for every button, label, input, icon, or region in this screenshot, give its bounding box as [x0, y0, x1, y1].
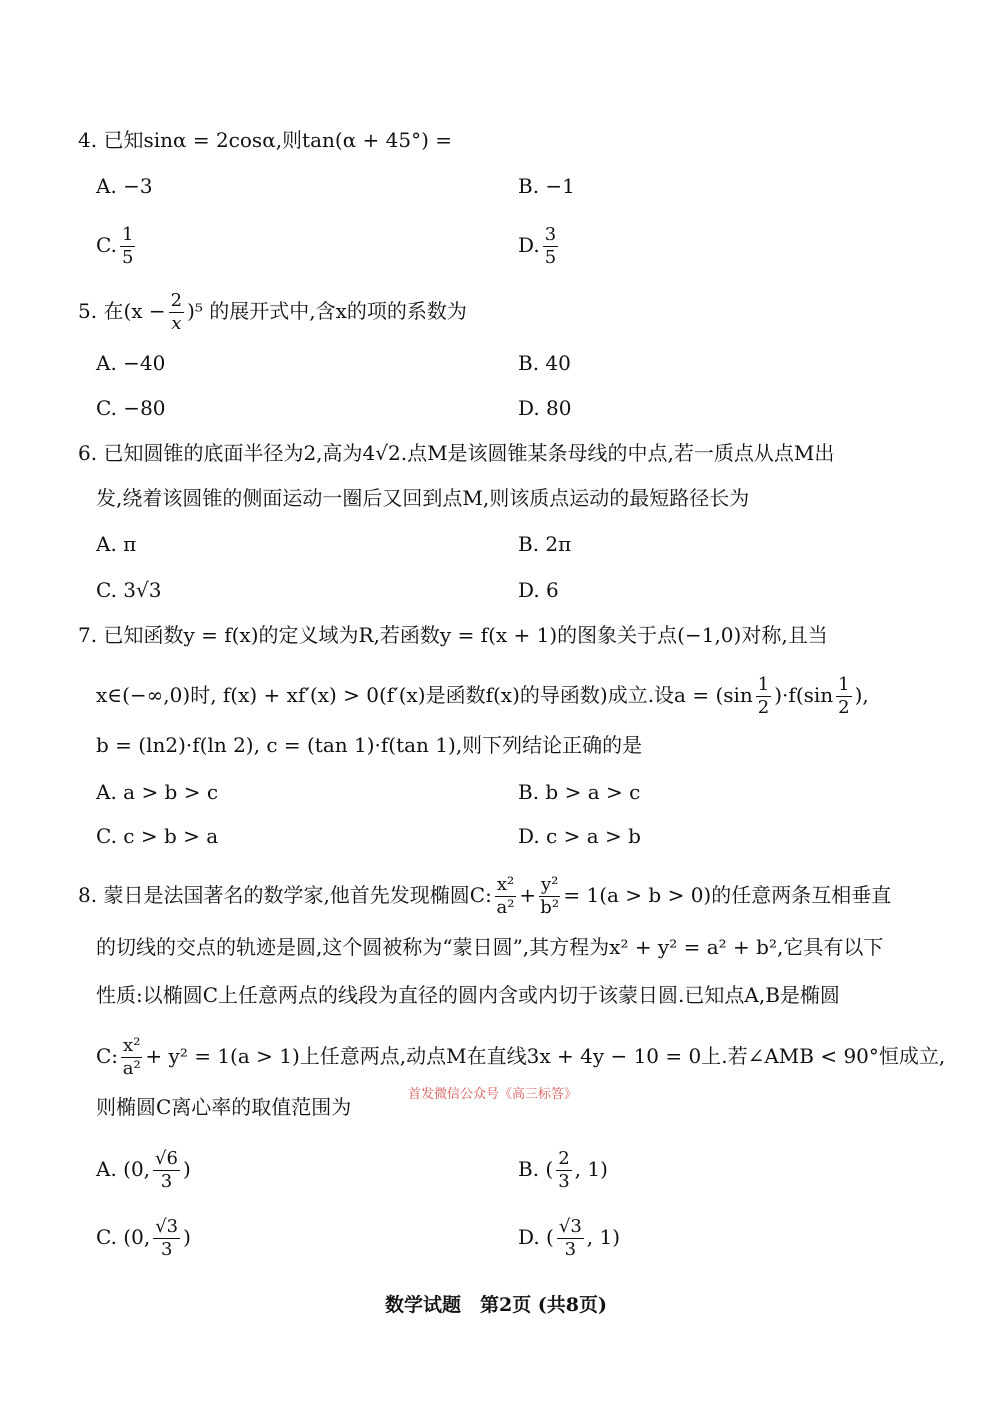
q4-option-d-denominator: 5 [544, 247, 557, 268]
q6-option-b: B. 2π [518, 532, 572, 556]
q8-line4-suffix: + y² = 1(a > 1)上任意两点,动点M在直线3x + 4y − 10 = 0上.若∠AMB < 90°恒成立, [145, 1044, 946, 1068]
watermark-text: 首发微信公众号《高三标答》 [408, 1087, 578, 1102]
q8-option-a-fraction [153, 1150, 180, 1191]
q5-option-d: D. 80 [518, 396, 572, 420]
q4-option-d-numerator: 3 [544, 224, 557, 245]
q4-option-c [96, 226, 138, 267]
q5-fraction-numerator: 2 [170, 290, 183, 311]
q6-option-a: A. π [96, 532, 137, 556]
q7-line2-mid: )·f(sin [774, 683, 834, 707]
q8-fraction2-numerator: y² [540, 874, 559, 895]
q8-option-a [96, 1150, 191, 1191]
q8-option-a-label: A. (0, [96, 1157, 151, 1181]
q6-option-c: C. 3√3 [96, 578, 162, 602]
q8-option-d-label: D. ( [518, 1225, 554, 1249]
q8-option-c-close: ) [183, 1225, 191, 1249]
q4-option-d [518, 226, 561, 267]
q8-stem-line4 [96, 1037, 945, 1078]
q8-line1-prefix: 8. 蒙日是法国著名的数学家,他首先发现椭圆C: [78, 883, 492, 907]
q6-stem-line1: 6. 已知圆锥的底面半径为2,高为4√2.点M是该圆锥某条母线的中点,若一质点从点M出 [78, 441, 835, 465]
q7-half-fraction-1 [756, 676, 771, 717]
q8-line4-prefix: C: [96, 1044, 119, 1068]
q8-plus-sign: + [519, 883, 536, 907]
q8-option-c-label: C. (0, [96, 1225, 151, 1249]
q8-fraction3-denominator: a² [122, 1058, 141, 1079]
q4-stem: 4. 已知sinα = 2cosα,则tan(α + 45°) = [78, 128, 453, 152]
q7-stem-line2 [96, 676, 869, 717]
q7-half-fraction-2 [836, 676, 851, 717]
q8-fraction2-denominator: b² [540, 897, 560, 918]
q8-option-a-numerator: √6 [155, 1148, 178, 1169]
q4-option-a: A. −3 [96, 174, 153, 198]
q7-half-numerator-2: 1 [838, 674, 850, 695]
q8-option-c-numerator: √3 [155, 1216, 179, 1237]
q5-option-b: B. 40 [518, 351, 571, 375]
q8-stem-line1 [78, 876, 891, 917]
q4-option-c-fraction [120, 226, 135, 267]
q5-stem-prefix: 5. 在(x − [78, 299, 166, 323]
q8-option-b-denominator: 3 [558, 1171, 570, 1192]
q8-option-b-close: , 1) [574, 1157, 608, 1181]
q7-option-d: D. c > a > b [518, 824, 641, 848]
q8-stem-line2: 的切线的交点的轨迹是圆,这个圆被称为“蒙日圆”,其方程为x² + y² = a² + b²,它具有以下 [96, 935, 884, 959]
q8-option-d-denominator: 3 [564, 1239, 577, 1260]
q8-option-b-numerator: 2 [558, 1148, 570, 1169]
q8-option-b [518, 1150, 608, 1191]
q8-option-b-label: B. ( [518, 1157, 554, 1181]
q7-half-denominator-2: 2 [838, 697, 850, 718]
q7-line2-prefix: x∈(−∞,0)时, f(x) + xf′(x) > 0(f′(x)是函数f(x)的导函数)成立.设a = (sin [96, 683, 753, 707]
q8-line1-suffix: = 1(a > b > 0)的任意两条互相垂直 [563, 883, 892, 907]
q8-option-c-fraction [153, 1218, 180, 1259]
q8-fraction-y2-b2 [539, 876, 560, 917]
q6-option-d: D. 6 [518, 578, 559, 602]
q8-fraction1-numerator: x² [496, 874, 515, 895]
q5-stem-fraction [169, 292, 184, 333]
q7-half-numerator-1: 1 [757, 674, 770, 695]
q7-half-denominator-1: 2 [757, 697, 770, 718]
q7-line2-suffix: ), [854, 683, 869, 707]
q5-fraction-denominator: x [171, 313, 182, 334]
q8-fraction1-denominator: a² [496, 897, 515, 918]
page-footer: 数学试题 第2页 (共8页) [384, 1294, 608, 1316]
q8-option-a-close: ) [182, 1157, 191, 1181]
q4-option-c-denominator: 5 [121, 247, 134, 268]
q8-option-b-fraction [556, 1150, 571, 1191]
q8-fraction3-numerator: x² [123, 1035, 141, 1056]
q8-option-d [518, 1218, 620, 1259]
q5-stem-suffix: )⁵ 的展开式中,含x的项的系数为 [187, 299, 467, 323]
q6-stem-line2: 发,绕着该圆锥的侧面运动一圈后又回到点M,则该质点运动的最短路径长为 [96, 486, 750, 510]
q8-option-d-numerator: √3 [558, 1216, 582, 1237]
q4-option-c-numerator: 1 [121, 224, 134, 245]
q7-option-a: A. a > b > c [96, 780, 219, 804]
q4-option-d-label: D. [518, 233, 540, 257]
q8-option-a-denominator: 3 [160, 1171, 173, 1192]
q8-stem-line3: 性质:以椭圆C上任意两点的线段为直径的圆内含或内切于该蒙日圆.已知点A,B是椭圆 [96, 983, 840, 1007]
q4-option-d-fraction [543, 226, 558, 267]
q7-stem-line1: 7. 已知函数y = f(x)的定义域为R,若函数y = f(x + 1)的图象关于点(−1,0)对称,且当 [78, 623, 828, 647]
q5-stem [78, 292, 467, 333]
q5-option-c: C. −80 [96, 396, 166, 420]
q7-option-b: B. b > a > c [518, 780, 641, 804]
q4-option-c-label: C. [96, 233, 117, 257]
q4-option-b: B. −1 [518, 174, 575, 198]
q8-option-c-denominator: 3 [160, 1239, 173, 1260]
q5-option-a: A. −40 [96, 351, 166, 375]
q8-stem-line5: 则椭圆C离心率的取值范围为 [96, 1095, 352, 1119]
q8-option-d-fraction [557, 1218, 584, 1259]
q8-fraction-x2-a2 [495, 876, 516, 917]
q8-option-c [96, 1218, 191, 1259]
q7-stem-line3: b = (ln2)·f(ln 2), c = (tan 1)·f(tan 1),则下列结论正确的是 [96, 733, 643, 757]
q7-option-c: C. c > b > a [96, 824, 219, 848]
q8-fraction-x2-a2-line4 [121, 1037, 142, 1078]
q8-option-d-close: , 1) [586, 1225, 621, 1249]
